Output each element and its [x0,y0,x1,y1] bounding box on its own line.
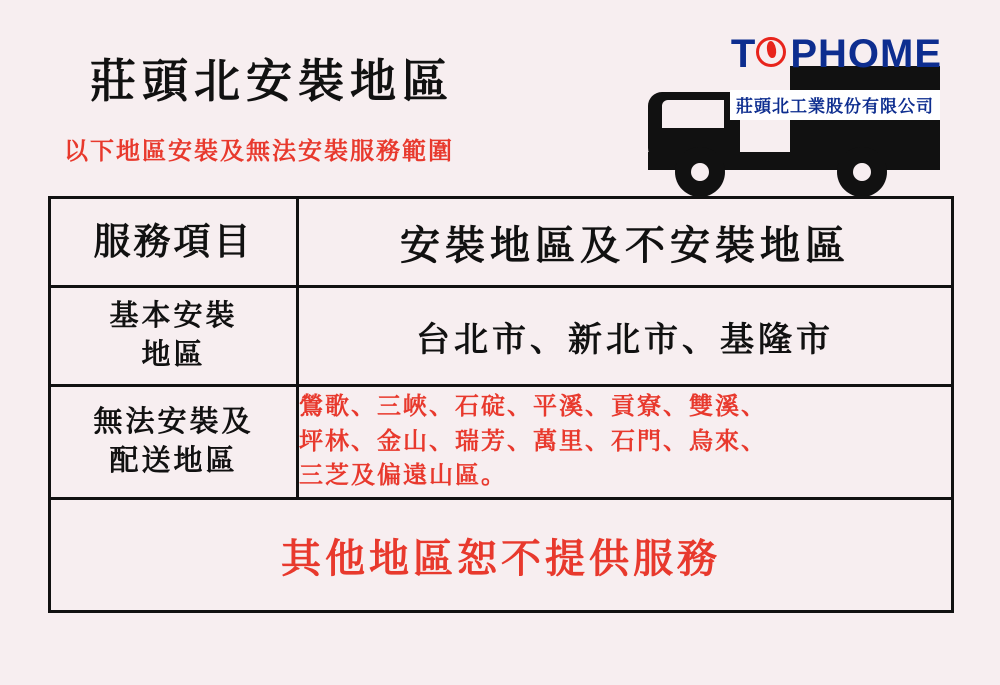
brand-logo [622,20,952,190]
excluded-areas-line1: 鶯歌、三峽、石碇、平溪、貢寮、雙溪、 [299,392,767,420]
header-label-cell: 服務項目 [50,198,298,287]
table-row-header [50,198,953,287]
basic-install-label [50,287,298,386]
brand-text: PHOME [790,32,942,76]
basic-install-label-line2: 地區 [141,339,206,371]
brand-letter-t: T [730,32,757,76]
header-value-cell: 安裝地區及不安裝地區 [298,198,953,287]
table-row-excluded [50,386,953,499]
excluded-label-line1: 無法安裝及 [93,405,254,438]
company-name: 莊頭北工業股份有限公司 [730,90,940,120]
page-subtitle: 以下地區安裝及無法安裝服務範圍 [64,138,454,165]
table-row-footer [50,499,953,612]
excluded-label-line2: 配送地區 [109,445,238,477]
flame-icon [756,37,790,71]
basic-install-label-line1: 基本安裝 [109,299,238,332]
excluded-areas [298,386,953,499]
excluded-areas-line2: 坪林、金山、瑞芳、萬里、石門、烏來、 [299,427,767,455]
basic-install-areas: 台北市、新北市、基隆市 [298,287,953,386]
header [0,0,1000,190]
page-title: 莊頭北安裝地區 [90,55,454,107]
excluded-areas-line3: 三芝及偏遠山區。 [299,462,507,490]
excluded-label [50,386,298,499]
service-area-table [48,196,954,613]
brand-wordmark [731,34,942,74]
footer-note: 其他地區恕不提供服務 [50,499,953,612]
table-row-basic [50,287,953,386]
